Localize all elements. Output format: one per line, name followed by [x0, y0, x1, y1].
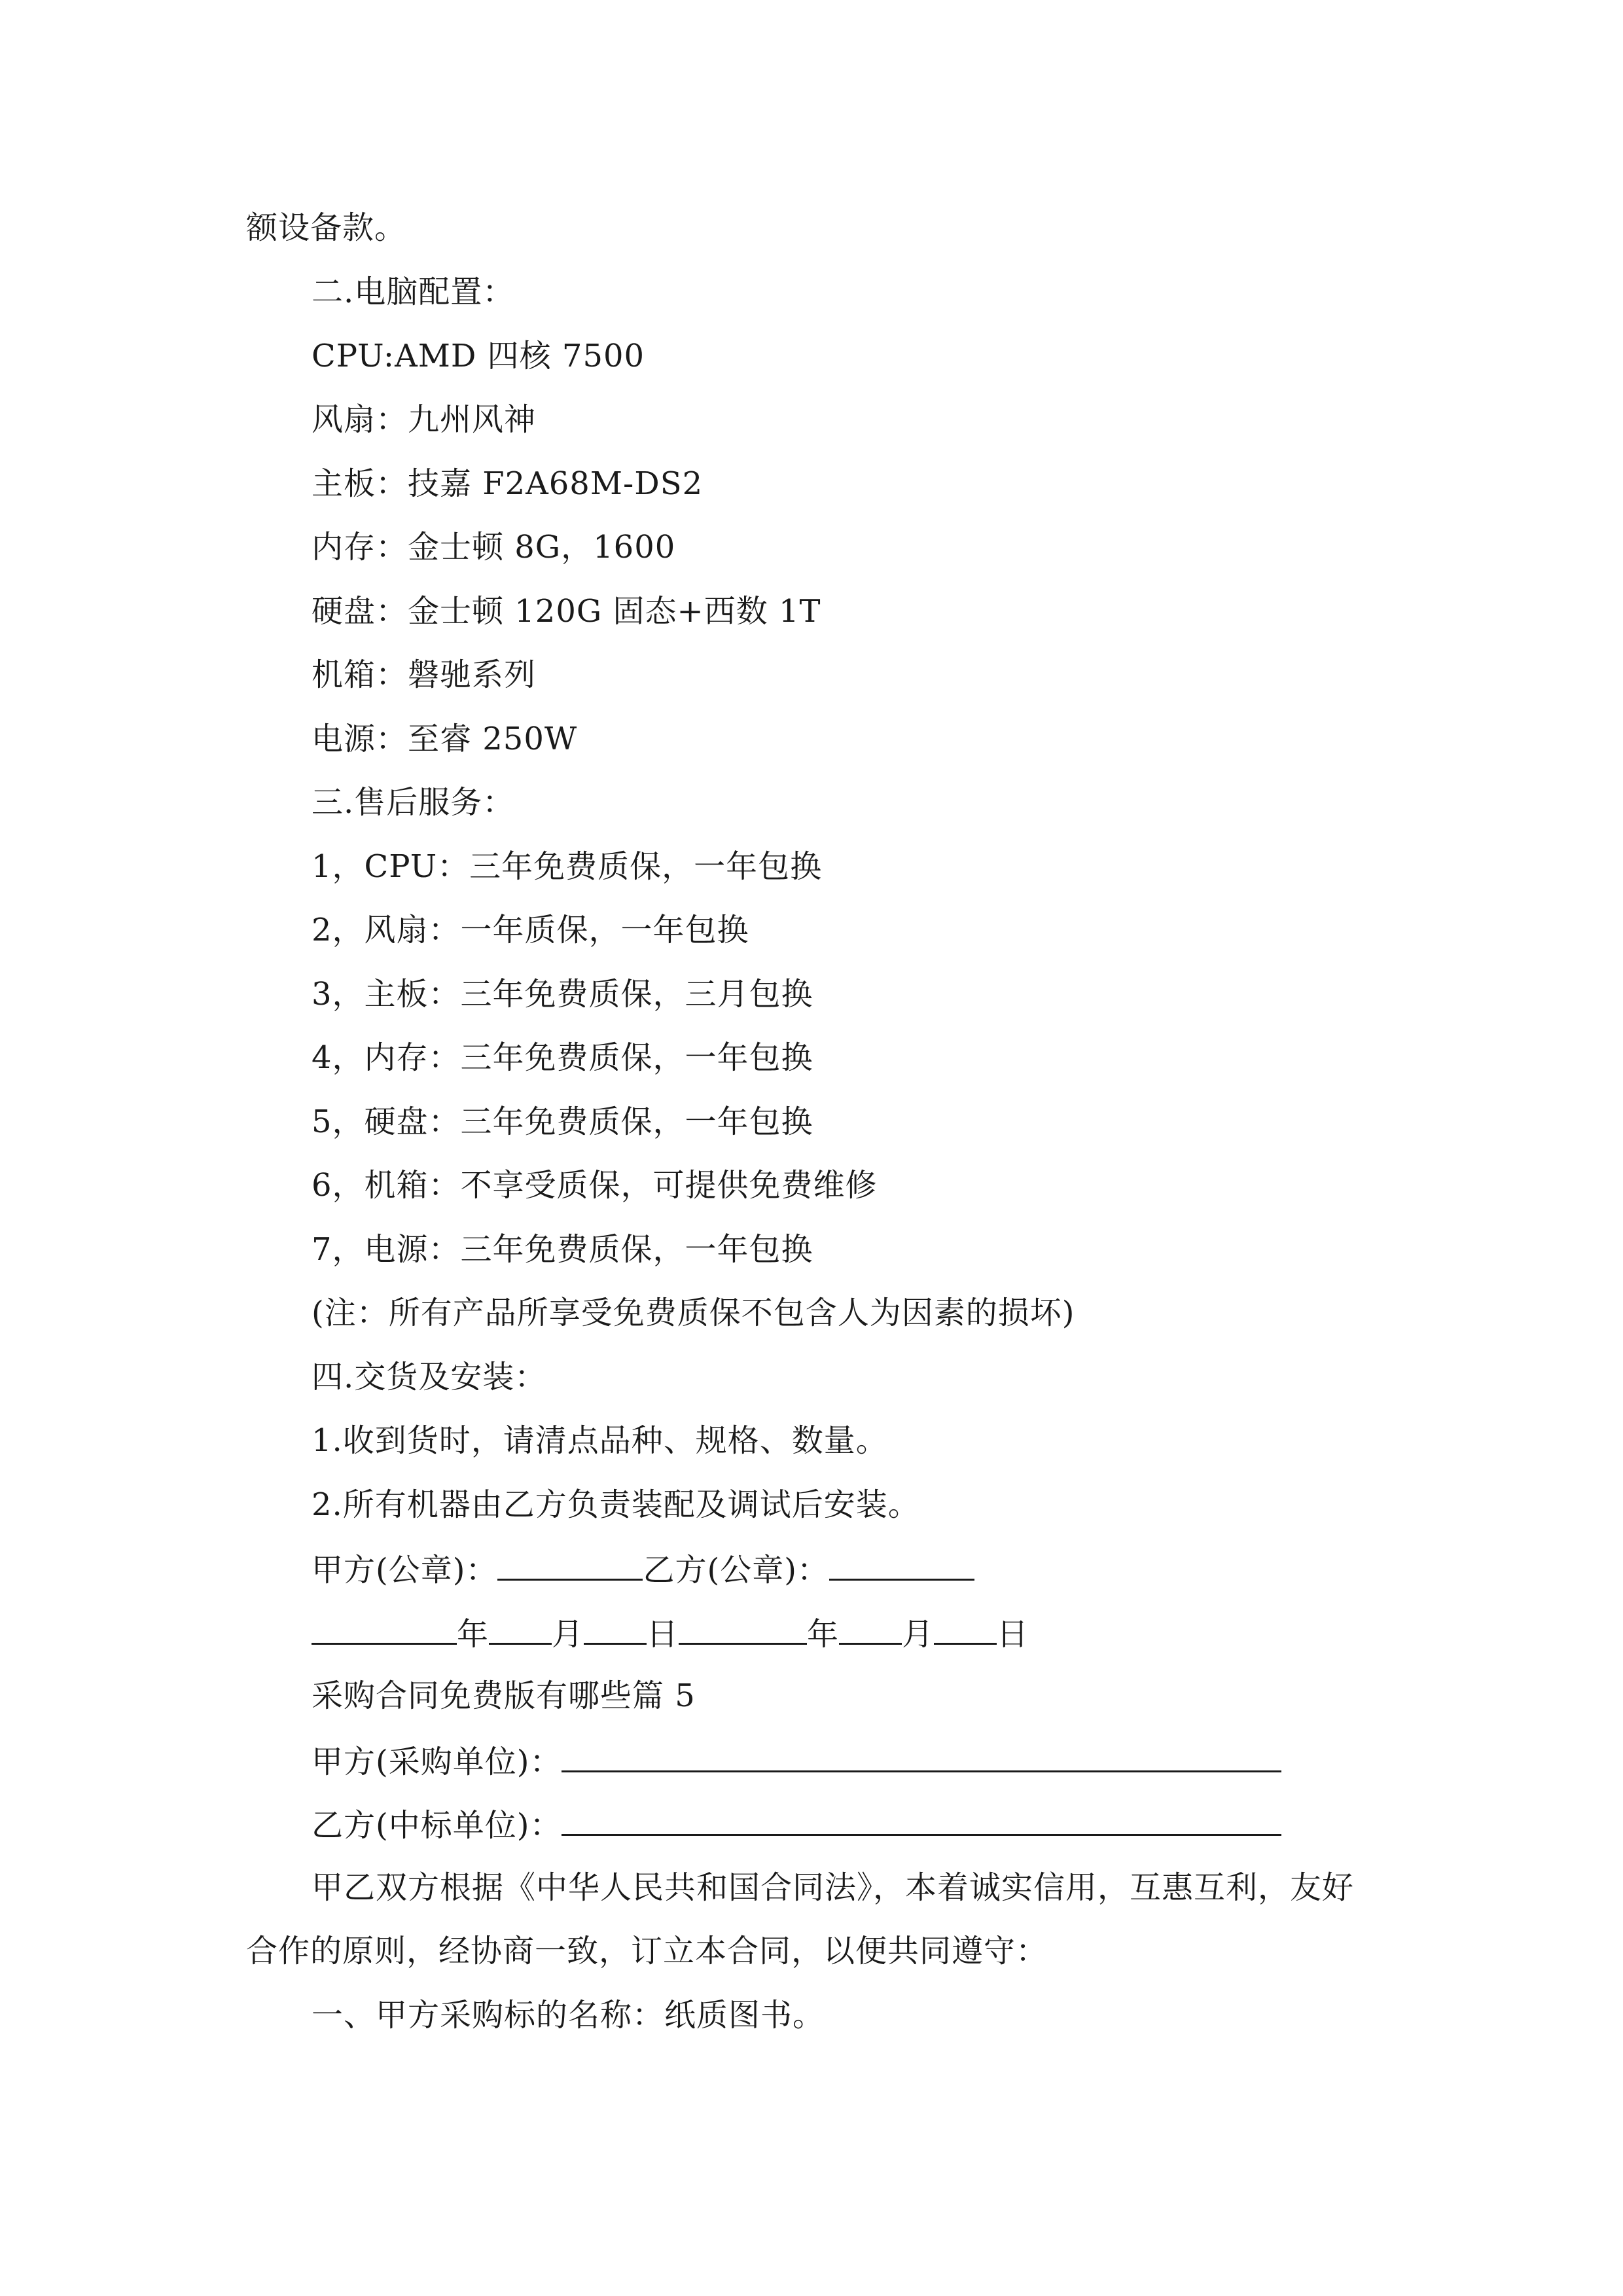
- intro-tail: 额设备款。: [246, 209, 407, 246]
- party-a-year-blank[interactable]: [312, 1613, 457, 1645]
- party-a-unit-blank[interactable]: [562, 1740, 1281, 1772]
- party-a-seal-blank[interactable]: [497, 1549, 643, 1581]
- date-row: [312, 1613, 1029, 1654]
- config-case: 机箱：磐驰系列: [312, 656, 537, 693]
- delivery-item: 2.所有机器由乙方负责装配及调试后安装。: [312, 1486, 920, 1523]
- year-label: 年: [807, 1616, 840, 1653]
- signature-row: [312, 1549, 974, 1590]
- party-b-day-blank[interactable]: [934, 1613, 997, 1645]
- party-b-year-blank[interactable]: [679, 1613, 807, 1645]
- party-b-seal-blank[interactable]: [829, 1549, 974, 1581]
- config-fan: 风扇：九州风神: [312, 401, 537, 438]
- party-b-unit-label: 乙方(中标单位)：: [312, 1807, 562, 1844]
- party-b-unit-row: [312, 1804, 1281, 1845]
- party-b-unit-blank[interactable]: [562, 1804, 1281, 1836]
- preamble-line-1: 甲乙双方根据《中华人民共和国合同法》，本着诚实信用，互惠互利，友好: [312, 1869, 1355, 1906]
- party-a-day-blank[interactable]: [584, 1613, 647, 1645]
- next-contract-title: 采购合同免费版有哪些篇 5: [312, 1677, 696, 1714]
- month-label: 月: [552, 1616, 584, 1653]
- service-item: 6，机箱：不享受质保，可提供免费维修: [312, 1167, 878, 1204]
- day-label: 日: [997, 1616, 1029, 1653]
- section2-heading: 二.电脑配置：: [312, 274, 515, 310]
- delivery-item: 1.收到货时，请清点品种、规格、数量。: [312, 1422, 888, 1459]
- clause-1: 一、甲方采购标的名称：纸质图书。: [312, 1997, 825, 2034]
- config-motherboard: 主板：技嘉 F2A68M-DS2: [312, 465, 704, 502]
- service-note: (注：所有产品所享受免费质保不包含人为因素的损坏): [312, 1295, 1075, 1331]
- day-label: 日: [647, 1616, 679, 1653]
- party-b-seal-label: 乙方(公章)：: [643, 1552, 829, 1588]
- config-memory: 内存：金士顿 8G，1600: [312, 529, 676, 565]
- service-item: 2，风扇：一年质保，一年包换: [312, 912, 749, 948]
- party-a-month-blank[interactable]: [489, 1613, 552, 1645]
- service-item: 7，电源：三年免费质保，一年包换: [312, 1231, 813, 1268]
- section3-heading: 三.售后服务：: [312, 784, 515, 821]
- party-b-month-blank[interactable]: [839, 1613, 902, 1645]
- party-a-unit-row: [312, 1740, 1281, 1782]
- service-item: 3，主板：三年免费质保，三月包换: [312, 976, 813, 1013]
- config-psu: 电源：至睿 250W: [312, 721, 578, 757]
- section4-heading: 四.交货及安装：: [312, 1359, 547, 1395]
- service-item: 4，内存：三年免费质保，一年包换: [312, 1039, 813, 1076]
- service-item: 5，硬盘：三年免费质保，一年包换: [312, 1103, 813, 1140]
- config-cpu: CPU:AMD 四核 7500: [312, 338, 645, 374]
- year-label: 年: [457, 1616, 490, 1653]
- party-a-unit-label: 甲方(采购单位)：: [312, 1744, 562, 1780]
- party-a-seal-label: 甲方(公章)：: [312, 1552, 498, 1588]
- service-item: 1，CPU：三年免费质保，一年包换: [312, 848, 823, 885]
- month-label: 月: [902, 1616, 935, 1653]
- config-disk: 硬盘：金士顿 120G 固态+西数 1T: [312, 593, 821, 630]
- preamble-line-2: 合作的原则，经协商一致，订立本合同，以便共同遵守：: [246, 1933, 1048, 1969]
